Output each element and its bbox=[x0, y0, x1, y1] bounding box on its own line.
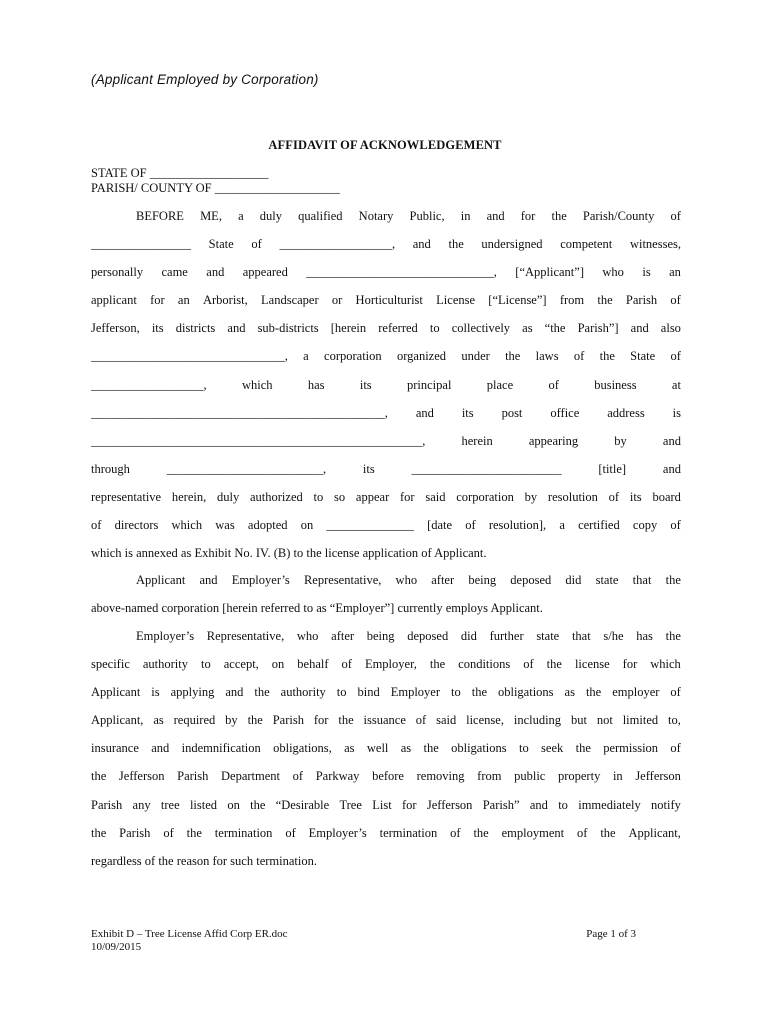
word: on bbox=[300, 518, 314, 533]
word: State bbox=[208, 237, 234, 252]
word: appear bbox=[355, 489, 390, 504]
word: Applicant bbox=[136, 573, 186, 587]
word: removing bbox=[416, 769, 465, 784]
word: who bbox=[602, 265, 624, 280]
word: so bbox=[334, 489, 346, 504]
word: personally bbox=[91, 265, 144, 280]
word: Applicant, bbox=[91, 713, 144, 728]
word: Notary bbox=[358, 209, 394, 223]
word: deposed bbox=[407, 629, 449, 643]
word: an bbox=[177, 293, 190, 308]
word: of bbox=[450, 825, 461, 840]
word: herein bbox=[461, 433, 493, 448]
word: to bbox=[313, 489, 324, 504]
footer-date: 10/09/2015 bbox=[91, 940, 142, 953]
paragraph-1 bbox=[91, 202, 681, 567]
word: the bbox=[665, 573, 681, 587]
word: not bbox=[596, 713, 613, 728]
word: appeared bbox=[242, 265, 288, 280]
word: of bbox=[91, 518, 102, 533]
text-line bbox=[91, 511, 681, 539]
text-line bbox=[91, 314, 681, 342]
word: at bbox=[671, 377, 681, 392]
word: post bbox=[501, 405, 523, 420]
word: [date bbox=[427, 518, 453, 533]
word: including bbox=[513, 713, 562, 728]
word: obligations bbox=[451, 741, 507, 756]
word: that bbox=[632, 573, 652, 587]
word: __________________, bbox=[279, 237, 396, 252]
word: to, bbox=[668, 713, 681, 728]
word: Employer’s bbox=[308, 825, 367, 840]
word: behalf bbox=[297, 657, 329, 672]
word: [“Applicant”] bbox=[515, 265, 584, 280]
word: the bbox=[254, 685, 270, 700]
word: districts bbox=[175, 321, 216, 336]
word: the bbox=[471, 685, 487, 700]
word: as bbox=[344, 741, 355, 756]
word: of bbox=[251, 237, 262, 252]
word: Representative, bbox=[303, 573, 382, 587]
word: herein, bbox=[171, 489, 207, 504]
word: applying bbox=[170, 685, 215, 700]
word: witnesses, bbox=[629, 237, 681, 252]
word: tree bbox=[160, 797, 180, 812]
word: Parkway bbox=[315, 769, 360, 784]
word: any bbox=[132, 797, 151, 812]
word: office bbox=[550, 405, 580, 420]
word: and bbox=[662, 461, 681, 476]
word: deposed bbox=[510, 573, 552, 587]
text-line bbox=[91, 734, 681, 762]
word: being bbox=[366, 629, 395, 643]
word: _______________________________, bbox=[91, 349, 288, 364]
word: listed bbox=[189, 797, 218, 812]
word: Parish bbox=[119, 825, 151, 840]
word: appearing bbox=[528, 433, 579, 448]
text-line bbox=[91, 427, 681, 455]
word: its bbox=[359, 377, 372, 392]
word: Applicant bbox=[91, 685, 141, 700]
word: notify bbox=[651, 797, 681, 812]
word: the bbox=[250, 797, 266, 812]
word: Parish bbox=[177, 769, 209, 784]
word: is bbox=[151, 685, 160, 700]
word: as bbox=[564, 685, 575, 700]
word: the bbox=[600, 825, 616, 840]
word: in bbox=[612, 769, 623, 784]
word: after bbox=[431, 573, 455, 587]
word: and bbox=[225, 685, 244, 700]
word: and bbox=[151, 741, 170, 756]
word: undersigned bbox=[481, 237, 543, 252]
word: representative bbox=[91, 489, 162, 504]
venue-block bbox=[91, 166, 340, 196]
word: the bbox=[473, 825, 489, 840]
text-line bbox=[91, 371, 681, 399]
word: the bbox=[186, 825, 202, 840]
word: the bbox=[551, 209, 567, 223]
word: of bbox=[292, 769, 304, 784]
word: address bbox=[607, 405, 645, 420]
text-line bbox=[91, 819, 681, 847]
word: state bbox=[536, 629, 560, 643]
word: to bbox=[429, 321, 440, 336]
text-line bbox=[91, 202, 681, 230]
paragraph-3 bbox=[91, 622, 681, 875]
text-line bbox=[91, 650, 681, 678]
document-header-note: (Applicant Employed by Corporation) bbox=[91, 72, 319, 87]
word: of bbox=[573, 349, 585, 364]
word: laws bbox=[535, 349, 559, 364]
word: came bbox=[161, 265, 188, 280]
word: Parish bbox=[272, 713, 304, 728]
footer-file-info bbox=[91, 928, 288, 953]
word: of bbox=[670, 349, 681, 364]
word: through bbox=[91, 461, 130, 476]
word: Representative, bbox=[206, 629, 285, 643]
word: certified bbox=[578, 518, 620, 533]
word: the bbox=[91, 769, 107, 784]
word: state bbox=[595, 573, 619, 587]
word: employer bbox=[612, 685, 660, 700]
word: organized bbox=[396, 349, 447, 364]
word: the bbox=[429, 657, 446, 672]
word: ________________ bbox=[91, 237, 191, 252]
text-line bbox=[91, 791, 681, 819]
text-line bbox=[91, 706, 681, 734]
word: Employer’s bbox=[136, 629, 195, 643]
word: the bbox=[546, 657, 562, 672]
word: of bbox=[341, 657, 352, 672]
word: property bbox=[557, 769, 601, 784]
word: [title] bbox=[598, 461, 627, 476]
word: bind bbox=[357, 685, 380, 700]
text-line bbox=[91, 286, 681, 314]
word: Horticulturist bbox=[355, 293, 423, 308]
word: said bbox=[436, 713, 457, 728]
word: duly bbox=[217, 489, 240, 504]
word: State bbox=[630, 349, 656, 364]
word: for bbox=[520, 209, 536, 223]
word: the bbox=[597, 293, 613, 308]
word: its bbox=[151, 321, 164, 336]
text-line bbox=[91, 483, 681, 511]
word: obligations, bbox=[273, 741, 332, 756]
word: __________________, bbox=[91, 377, 207, 392]
word: its bbox=[629, 489, 642, 504]
word: Landscaper bbox=[261, 293, 319, 308]
word: was bbox=[215, 518, 235, 533]
word: in bbox=[460, 209, 471, 223]
word: by bbox=[225, 713, 238, 728]
word: the bbox=[423, 741, 439, 756]
word: permission bbox=[603, 741, 659, 756]
word: duly bbox=[259, 209, 282, 223]
text-line bbox=[91, 566, 681, 594]
word: as bbox=[400, 741, 412, 756]
word: the bbox=[599, 349, 615, 364]
word: and bbox=[206, 265, 225, 280]
text-line bbox=[91, 258, 681, 286]
word: immediately bbox=[578, 797, 641, 812]
document-title: AFFIDAVIT OF ACKNOWLEDGEMENT bbox=[268, 138, 502, 152]
word: after bbox=[331, 629, 355, 643]
word: a bbox=[303, 349, 309, 364]
word: or bbox=[331, 293, 343, 308]
text-line-last: which is annexed as Exhibit No. IV. (B) to the license application of Applicant. bbox=[91, 546, 487, 561]
word: termination bbox=[214, 825, 273, 840]
word: Arborist, bbox=[202, 293, 248, 308]
word: well bbox=[366, 741, 389, 756]
word: of bbox=[548, 377, 559, 392]
word: the bbox=[247, 713, 263, 728]
word: and bbox=[199, 573, 218, 587]
word: BEFORE bbox=[136, 209, 184, 223]
text-line bbox=[91, 455, 681, 483]
word: the bbox=[575, 741, 591, 756]
word: corporation bbox=[324, 349, 382, 364]
word: ________________________ bbox=[411, 461, 562, 476]
word: _______________________________________________, bbox=[91, 405, 388, 420]
word: insurance bbox=[91, 741, 139, 756]
word: but bbox=[570, 713, 587, 728]
word: the bbox=[505, 349, 521, 364]
word: on bbox=[271, 657, 285, 672]
word: of bbox=[670, 685, 681, 700]
word: competent bbox=[560, 237, 613, 252]
word: _________________________, bbox=[166, 461, 327, 476]
word: the bbox=[91, 825, 107, 840]
word: [herein bbox=[330, 321, 367, 336]
word: Employer bbox=[390, 685, 441, 700]
word: said bbox=[425, 489, 446, 504]
word: to bbox=[451, 685, 461, 700]
text-line bbox=[91, 230, 681, 258]
word: by bbox=[524, 489, 538, 504]
word: collectively bbox=[451, 321, 511, 336]
word: “Desirable bbox=[275, 797, 330, 812]
word: on bbox=[227, 797, 240, 812]
text-line bbox=[91, 622, 681, 650]
word: of bbox=[670, 209, 681, 223]
text-line bbox=[91, 399, 681, 427]
word: conditions bbox=[458, 657, 511, 672]
word: board bbox=[652, 489, 681, 504]
word: the bbox=[448, 237, 464, 252]
word: Parish” bbox=[482, 797, 520, 812]
word: seek bbox=[541, 741, 564, 756]
word: Parish”] bbox=[577, 321, 619, 336]
word: and bbox=[412, 237, 431, 252]
word: under bbox=[461, 349, 490, 364]
word: directors bbox=[114, 518, 159, 533]
word: specific bbox=[91, 657, 130, 672]
word: Jefferson bbox=[118, 769, 165, 784]
word: license, bbox=[466, 713, 504, 728]
word: Employer’s bbox=[231, 573, 290, 587]
word: obligations bbox=[497, 685, 554, 700]
word: has bbox=[636, 629, 653, 643]
parish-county-line: PARISH/ COUNTY OF ____________________ bbox=[91, 181, 340, 195]
word: place bbox=[486, 377, 514, 392]
word: of bbox=[670, 518, 681, 533]
word: accept, bbox=[223, 657, 259, 672]
state-of-line: STATE OF ___________________ bbox=[91, 166, 269, 180]
word: required bbox=[173, 713, 216, 728]
word: adopted bbox=[247, 518, 288, 533]
word: from bbox=[477, 769, 502, 784]
word: Department bbox=[221, 769, 281, 784]
word: is bbox=[672, 405, 681, 420]
word: authority bbox=[280, 685, 326, 700]
word: a bbox=[559, 518, 565, 533]
word: has bbox=[307, 377, 325, 392]
word: of bbox=[523, 657, 534, 672]
word: sub-districts bbox=[257, 321, 319, 336]
word: the bbox=[585, 685, 602, 700]
word: of bbox=[670, 293, 681, 308]
word: and bbox=[630, 321, 649, 336]
word: issuance bbox=[363, 713, 406, 728]
word: and bbox=[415, 405, 434, 420]
word: indemnification bbox=[181, 741, 261, 756]
word: limited bbox=[622, 713, 659, 728]
word: which bbox=[171, 518, 203, 533]
word: by bbox=[614, 433, 627, 448]
word: to bbox=[558, 797, 568, 812]
word: of bbox=[465, 518, 476, 533]
word: to bbox=[518, 741, 529, 756]
word: authority bbox=[142, 657, 189, 672]
word: Tree bbox=[339, 797, 362, 812]
word: ______________________________, bbox=[306, 265, 497, 280]
word: for bbox=[150, 293, 165, 308]
word: List bbox=[372, 797, 392, 812]
word: of bbox=[577, 825, 588, 840]
word: Jefferson bbox=[426, 797, 473, 812]
word: Parish bbox=[625, 293, 658, 308]
word: Parish/County bbox=[582, 209, 655, 223]
word: copy bbox=[632, 518, 658, 533]
word: who bbox=[395, 573, 418, 587]
word: for bbox=[313, 713, 329, 728]
word: authorized bbox=[250, 489, 303, 504]
word: which bbox=[241, 377, 273, 392]
word: referred bbox=[378, 321, 418, 336]
word: applicant bbox=[91, 293, 137, 308]
word: “the bbox=[544, 321, 566, 336]
text-line bbox=[91, 342, 681, 370]
word: of bbox=[608, 489, 620, 504]
word: of bbox=[285, 825, 296, 840]
paragraph-2 bbox=[91, 566, 681, 622]
word: did bbox=[460, 629, 477, 643]
text-line-last: above-named corporation [herein referred to as “Employer”] currently employs Applicant. bbox=[91, 601, 543, 616]
word: a bbox=[238, 209, 244, 223]
footer-filename: Exhibit D – Tree License Affid Corp ER.doc bbox=[91, 928, 288, 940]
word: did bbox=[565, 573, 582, 587]
word: as bbox=[153, 713, 164, 728]
word: of bbox=[163, 825, 174, 840]
word: public bbox=[514, 769, 546, 784]
word: and bbox=[486, 209, 505, 223]
word: Jefferson bbox=[635, 769, 681, 784]
word: license bbox=[574, 657, 610, 672]
word: and bbox=[662, 433, 681, 448]
word: principal bbox=[406, 377, 452, 392]
text-line bbox=[91, 762, 681, 790]
word: being bbox=[468, 573, 497, 587]
word: for bbox=[622, 657, 638, 672]
word: as bbox=[522, 321, 533, 336]
word: which bbox=[650, 657, 681, 672]
word: and bbox=[529, 797, 548, 812]
word: resolution], bbox=[488, 518, 547, 533]
word: of bbox=[415, 713, 427, 728]
word: that bbox=[571, 629, 591, 643]
word: [“License”] bbox=[488, 293, 547, 308]
word: to bbox=[201, 657, 211, 672]
word: to bbox=[336, 685, 347, 700]
word: its bbox=[461, 405, 474, 420]
word: Employer, bbox=[364, 657, 417, 672]
word: is bbox=[642, 265, 651, 280]
word: Jefferson, bbox=[91, 321, 140, 336]
word: the bbox=[665, 629, 681, 643]
word: termination bbox=[379, 825, 438, 840]
text-line bbox=[91, 678, 681, 706]
footer-page-number: Page 1 of 3 bbox=[586, 928, 636, 940]
word: s/he bbox=[603, 629, 624, 643]
word: its bbox=[362, 461, 375, 476]
word: of bbox=[670, 741, 681, 756]
text-line-last: regardless of the reason for such termination. bbox=[91, 853, 317, 868]
word: business bbox=[594, 377, 637, 392]
word: an bbox=[669, 265, 681, 280]
word: for bbox=[401, 797, 417, 812]
word: and bbox=[227, 321, 246, 336]
word: the bbox=[338, 713, 354, 728]
word: Public, bbox=[409, 209, 445, 223]
word: ______________ bbox=[326, 518, 414, 533]
word: Applicant, bbox=[628, 825, 681, 840]
word: for bbox=[400, 489, 415, 504]
word: _____________________________________________________, bbox=[91, 433, 426, 448]
word: who bbox=[296, 629, 319, 643]
word: License bbox=[436, 293, 476, 308]
word: further bbox=[489, 629, 524, 643]
word: employment bbox=[501, 825, 565, 840]
word: corporation bbox=[456, 489, 514, 504]
word: resolution bbox=[547, 489, 598, 504]
word: also bbox=[660, 321, 681, 336]
word: ME, bbox=[200, 209, 222, 223]
word: from bbox=[559, 293, 585, 308]
word: Parish bbox=[91, 797, 123, 812]
word: qualified bbox=[298, 209, 343, 223]
word: before bbox=[372, 769, 404, 784]
